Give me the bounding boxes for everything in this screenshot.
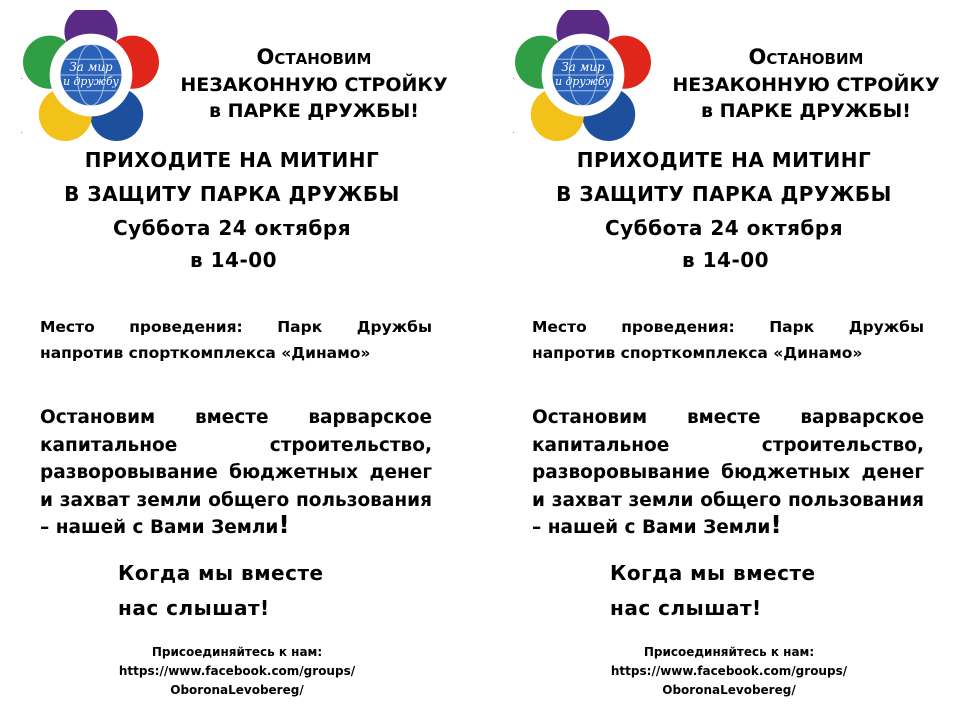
emblem-text-2: и дружбу [555,74,611,88]
venue-text: Место проведения: Парк Дружбы напротив спорткомплекса «Динамо» [40,318,432,362]
join-link-line-1[interactable]: https://www.facebook.com/groups/ [118,664,356,678]
slogan-line-1: Когда мы вместе [118,561,324,585]
slogan-line-2: нас слышат! [118,596,270,620]
festival-emblem-icon [514,10,652,142]
rally-time: в 14-00 [190,248,278,272]
emblem-text-1: За мир [69,60,113,75]
flyer-right: За мир и дружбу . . Остановим НЕЗАКОННУЮ СТРОЙКУ в ПАРКЕ ДРУЖБЫ! ПРИХОДИТЕ НА МИТИНГ В ЗАЩИТУ ПАРКА ДРУЖБЫ Суббота 24 октября в 14-00 Место проведения: Парк Дружбы напротив спорткомплекса «Динамо» Остановим вместе варварское капитальное строительство, разворовывание бюджетных денег и захват земли общего пользования – нашей с Вами Земли! Когда мы вместе нас слышат! Присоединяйтесь к нам: https://www.facebook.com/groups/ ObоronaLevobereg/ [492,0,960,720]
flyer-left: За мир и дружбу . . Остановим НЕЗАКОННУЮ СТРОЙКУ в ПАРКЕ ДРУЖБЫ! ПРИХОДИТЕ НА МИТИНГ В ЗАЩИТУ ПАРКА ДРУЖБЫ Суббота 24 октября в 14-00 Место проведения: Парк Дружбы напротив спорткомплекса «Динамо» Остановим вместе варварское капитальное строительство, разворовывание бюджетных денег и захват земли общего пользования – нашей с Вами Земли! Когда мы вместе нас слышат! Присоединяйтесь к нам: https://www.facebook.com/groups/ ObоronaLevobereg/ [0,0,480,720]
slogan-line-1: Когда мы вместе [610,561,816,585]
rally-line-1: ПРИХОДИТЕ НА МИТИНГ [84,148,380,172]
festival-emblem-icon [22,10,160,142]
join-label: Присоединяйтесь к нам: [643,645,815,659]
rally-line-2: В ЗАЩИТУ ПАРКА ДРУЖБЫ [64,182,400,206]
venue-text: Место проведения: Парк Дружбы напротив спорткомплекса «Динамо» [532,318,924,362]
appeal-exclamation: ! [770,510,782,539]
rally-line-1: ПРИХОДИТЕ НА МИТИНГ [576,148,872,172]
join-link-line-1[interactable]: https://www.facebook.com/groups/ [610,664,848,678]
header-line-3: в ПАРКЕ ДРУЖБЫ! [701,100,911,122]
appeal-text: Остановим вместе варварское капитальное строительство, разворовывание бюджетных денег и захват земли общего пользования – нашей с Вами Земли [40,407,432,538]
slogan-line-2: нас слышат! [610,596,762,620]
join-link-line-2[interactable]: ObоronaLevobereg/ [170,683,304,697]
emblem-text-2: и дружбу [63,74,119,88]
header-line-2: НЕЗАКОННУЮ СТРОЙКУ [180,74,448,96]
rally-date: Суббота 24 октября [604,216,844,240]
appeal-text: Остановим вместе варварское капитальное строительство, разворовывание бюджетных денег и захват земли общего пользования – нашей с Вами Земли [532,407,924,538]
appeal-paragraph [532,404,924,542]
rally-line-2: В ЗАЩИТУ ПАРКА ДРУЖБЫ [556,182,892,206]
appeal-paragraph [40,404,432,542]
rally-date: Суббота 24 октября [112,216,352,240]
emblem-text-1: За мир [561,60,605,75]
header-title: Остановим [748,45,864,69]
header-line-3: в ПАРКЕ ДРУЖБЫ! [209,100,419,122]
header-line-2: НЕЗАКОННУЮ СТРОЙКУ [672,74,940,96]
join-label: Присоединяйтесь к нам: [151,645,323,659]
rally-time: в 14-00 [682,248,770,272]
join-link-line-2[interactable]: ObоronaLevobereg/ [662,683,796,697]
appeal-exclamation: ! [278,510,290,539]
header-title: Остановим [256,45,372,69]
